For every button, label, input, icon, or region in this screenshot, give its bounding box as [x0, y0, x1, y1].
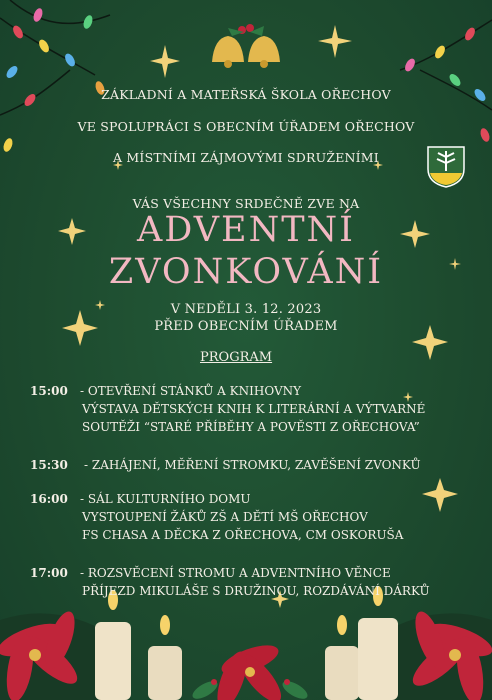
- program-time: [30, 566, 78, 580]
- organizer-line-1: ZÁKLADNÍ A MATEŘSKÁ ŠKOLA OŘECHOV: [101, 87, 391, 102]
- program-item-line: VÝSTAVA DĚTSKÝCH KNIH K LITERÁRNÍ A VÝTVARNÉ: [82, 402, 426, 416]
- event-title-line-2: ZVONKOVÁNÍ: [108, 252, 384, 292]
- program-item-line: - SÁL KULTURNÍHO DOMU: [80, 492, 251, 506]
- program-time: [30, 458, 78, 472]
- program-item-line: PŘÍJEZD MIKULÁŠE S DRUŽINOU, ROZDÁVÁNÍ DÁRKŮ: [82, 584, 430, 598]
- candles-icon: [95, 586, 398, 700]
- program-item-line: VYSTOUPENÍ ŽÁKŮ ZŠ A DĚTÍ MŠ OŘECHOV: [82, 510, 368, 524]
- program-item-line: - ZAHÁJENÍ, MĚŘENÍ STROMKU, ZAVĚŠENÍ ZVONKŮ: [84, 458, 421, 472]
- event-place: PŘED OBECNÍM ÚŘADEM: [154, 319, 338, 334]
- program-item-line: FS CHASA A DĚCKA Z OŘECHOVA, CM OSKORUŠA: [82, 528, 404, 542]
- bells-icon: [212, 24, 280, 68]
- program-time-label: 16:00: [30, 492, 68, 506]
- event-date: V NEDĚLI 3. 12. 2023: [170, 302, 322, 317]
- program-item-line: - OTEVŘENÍ STÁNKŮ A KNIHOVNY: [80, 384, 302, 398]
- program-time: [30, 384, 78, 398]
- program-time-label: 17:00: [30, 566, 68, 580]
- program-item-line: - ROZSVĚCENÍ STROMU A ADVENTNÍHO VĚNCE: [80, 566, 391, 580]
- invite-line: VÁS VŠECHNY SRDEČNĚ ZVE NA: [132, 196, 360, 211]
- program-heading: PROGRAM: [200, 350, 273, 365]
- program-time: [30, 492, 78, 506]
- poinsettia-center-icon: [211, 639, 287, 700]
- organizer-line-2: VE SPOLUPRÁCI S OBECNÍM ÚŘADEM OŘECHOV: [77, 119, 415, 134]
- program-time-label: 15:00: [30, 384, 68, 398]
- organizer-line-3: A MÍSTNÍMI ZÁJMOVÝMI SDRUŽENÍMI: [113, 150, 379, 165]
- event-title-line-1: ADVENTNÍ: [137, 210, 355, 250]
- program-item-line: SOUTĚŽI “STARÉ PŘÍBĚHY A POVĚSTI Z OŘECHOVA”: [82, 420, 420, 434]
- program-time-label: 15:30: [30, 458, 68, 472]
